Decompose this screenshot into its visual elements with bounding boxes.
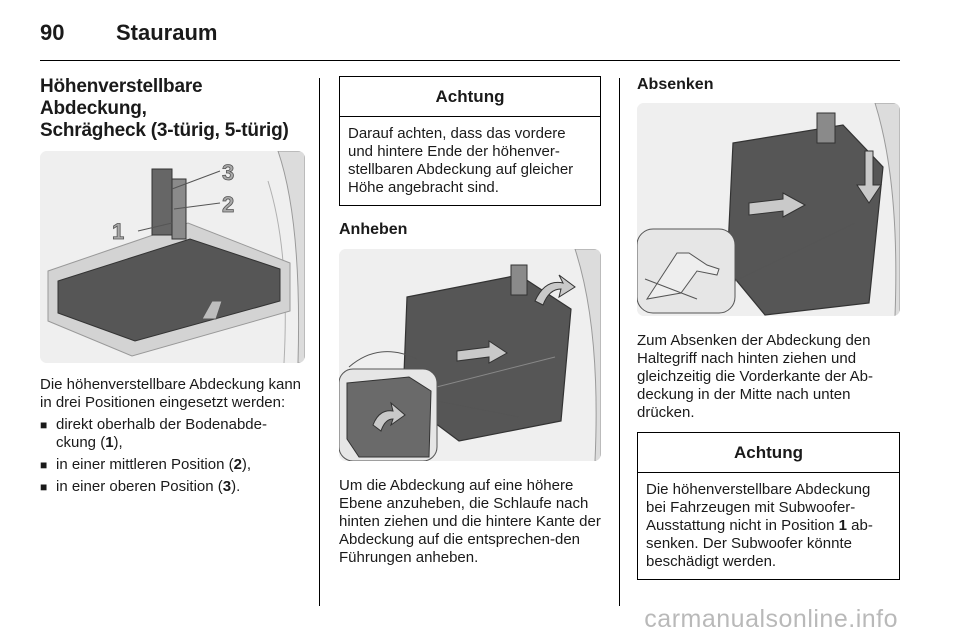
left-title-line1: Höhenverstellbare Abdeckung, <box>40 76 203 119</box>
caution-text: Darauf achten, dass das vordere und hintere Ende der höhenver-stellbaren Abdeckung auf gleicher Höhe angebracht sind. <box>348 125 574 196</box>
list-item: ■ in einer mittleren Position (2), <box>40 456 305 474</box>
page-number: 90 <box>40 20 65 45</box>
caution-title: Achtung <box>638 433 899 473</box>
raise-text: Um die Abdeckung auf eine höhere Ebene anzuheben, die Schlaufe nach hinten ziehen und die hintere Kante der Abdeckung auf die entsprechen-den Führungen anheben. <box>339 477 601 566</box>
position-list <box>40 416 305 496</box>
caution-box-middle <box>339 76 601 206</box>
lower-cover-illustration <box>637 103 900 316</box>
left-intro: Die höhenverstellbare Abdeckung kann in drei Positionen eingesetzt werden: <box>40 376 302 411</box>
raise-cover-illustration <box>339 249 601 461</box>
figure-label-1: 1 <box>112 219 125 244</box>
column-middle <box>339 76 601 567</box>
lower-subhead: Absenken <box>637 76 714 93</box>
left-title-line2: Schrägheck (3-türig, 5-türig) <box>40 120 289 141</box>
section-title: Stauraum <box>116 20 218 45</box>
figure-label-2: 2 <box>222 192 235 217</box>
raise-subhead: Anheben <box>339 221 408 238</box>
figure-label-3: 3 <box>222 160 235 185</box>
left-title <box>40 76 305 142</box>
list-item: ■ direkt oberhalb der Bodenabde-ckung (1), <box>40 416 305 452</box>
list-item: ■ in einer oberen Position (3). <box>40 478 305 496</box>
lower-text: Zum Absenken der Abdeckung den Haltegriff nach hinten ziehen und gleichzeitig die Vorderkante der Ab-deckung in der Mitte nach unten drücken. <box>637 332 873 421</box>
column-right <box>637 76 900 580</box>
header-rule <box>40 60 900 61</box>
caution-box-right <box>637 432 900 580</box>
column-divider-1 <box>319 78 320 606</box>
page-header <box>40 20 217 46</box>
column-left <box>40 76 305 496</box>
caution-title: Achtung <box>340 77 600 117</box>
cover-positions-illustration <box>40 151 305 363</box>
caution-text: Die höhenverstellbare Abdeckung bei Fahrzeugen mit Subwoofer-Ausstattung nicht in Position 1 ab-senken. Der Subwoofer könnte beschädigt werden. <box>646 481 873 570</box>
column-divider-2 <box>619 78 620 606</box>
watermark: carmanualsonline.info <box>644 605 898 633</box>
